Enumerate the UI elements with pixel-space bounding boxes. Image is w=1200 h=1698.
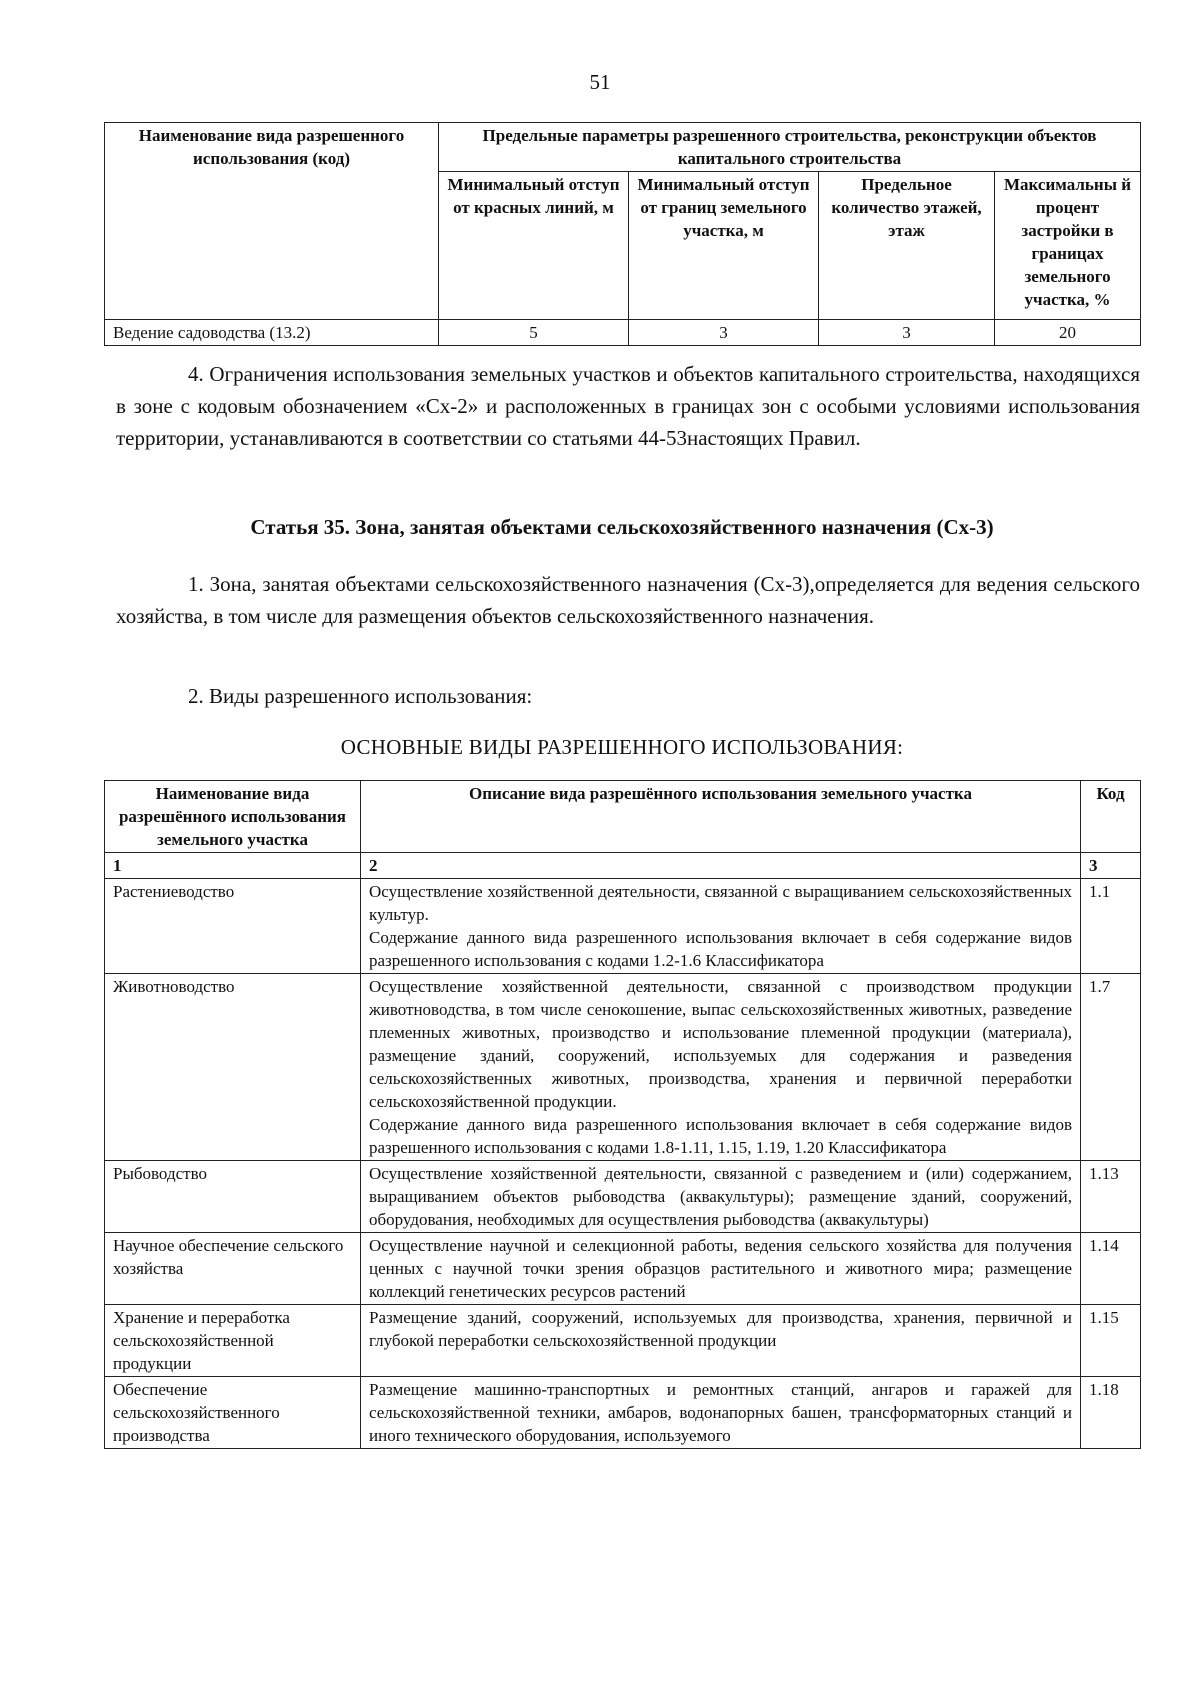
column-number-2: 2 xyxy=(361,853,1081,879)
main-uses-title: ОСНОВНЫЕ ВИДЫ РАЗРЕШЕННОГО ИСПОЛЬЗОВАНИЯ: xyxy=(340,735,904,759)
table-row xyxy=(105,879,1141,974)
page-number: 51 xyxy=(589,70,611,94)
table-number-row xyxy=(105,853,1141,879)
table-row xyxy=(105,1161,1141,1233)
use-description xyxy=(361,879,1081,974)
use-description-text: Осуществление хозяйственной деятельности, связанной с производством продукции животноводства, в том числе сенокошение, выпас сельскохозяйственных животных, разведение племенных животных, производство и использование племенной продукции (материала), размещение зданий, сооружений, используемых для содержания и разведения сельскохозяйственных животных, производства, хранения и первичной переработки сельскохозяйственной продукции. xyxy=(369,977,1072,1111)
table-row xyxy=(105,1377,1141,1449)
subheader-red-line-setback: Минимальный отступ от красных линий, м xyxy=(439,172,629,320)
permitted-uses-table xyxy=(104,780,1141,1449)
row-value-max-floors: 3 xyxy=(819,320,995,346)
use-name: Растениеводство xyxy=(105,879,361,974)
table-header-row xyxy=(105,123,1141,172)
use-code: 1.14 xyxy=(1081,1233,1141,1305)
table-row xyxy=(105,1305,1141,1377)
use-description: Осуществление научной и селекционной работы, ведения сельского хозяйства для получения ценных с научной точки зрения образцов растительного и животного мира; размещение коллекций генетических ресурсов растений xyxy=(361,1233,1081,1305)
table-row xyxy=(105,1233,1141,1305)
paragraph-zone-definition: 1. Зона, занятая объектами сельскохозяйственного назначения (Сх-3),определяется для ведения сельского хозяйства, в том числе для размещения объектов сельскохозяйственного назначения. xyxy=(116,572,1140,628)
paragraph-permitted-uses: 2. Виды разрешенного использования: xyxy=(188,684,533,708)
use-code: 1.15 xyxy=(1081,1305,1141,1377)
use-description: Осуществление хозяйственной деятельности, связанной с разведением и (или) содержанием, выращиванием объектов рыбоводства (аквакультуры); размещение зданий, сооружений, оборудования, необходимых для осуществления рыбоводства (аквакультуры) xyxy=(361,1161,1081,1233)
header-parameters-group: Предельные параметры разрешенного строительства, реконструкции объектов капитального строительства xyxy=(439,123,1141,172)
article-heading: Статья 35. Зона, занятая объектами сельскохозяйственного назначения (Сх-3) xyxy=(250,515,994,539)
use-description: Размещение зданий, сооружений, используемых для производства, хранения, первичной и глубокой переработки сельскохозяйственной продукции xyxy=(361,1305,1081,1377)
row-value-red-line-setback: 5 xyxy=(439,320,629,346)
paragraph-restrictions: 4. Ограничения использования земельных участков и объектов капитального строительства, находящихся в зоне с кодовым обозначением «Сх-2» и расположенных в границах зон с особыми условиями использования территории, устанавливаются в соответствии со статьями 44-53настоящих Правил. xyxy=(116,362,1140,450)
use-code: 1.1 xyxy=(1081,879,1141,974)
table-row xyxy=(105,974,1141,1161)
use-name: Хранение и переработка сельскохозяйственной продукции xyxy=(105,1305,361,1377)
table-header-row xyxy=(105,781,1141,853)
row-value-boundary-setback: 3 xyxy=(629,320,819,346)
subheader-max-floors: Предельное количество этажей, этаж xyxy=(819,172,995,320)
subheader-boundary-setback: Минимальный отступ от границ земельного участка, м xyxy=(629,172,819,320)
use-description: Размещение машинно-транспортных и ремонтных станций, ангаров и гаражей для сельскохозяйственной техники, амбаров, водонапорных башен, трансформаторных станций и иного технического оборудования, используемого xyxy=(361,1377,1081,1449)
use-code: 1.18 xyxy=(1081,1377,1141,1449)
use-name: Научное обеспечение сельского хозяйства xyxy=(105,1233,361,1305)
use-description-note: Содержание данного вида разрешенного использования включает в себя содержание видов разрешенного использования с кодами 1.2-1.6 Классификатора xyxy=(369,928,1072,970)
building-parameters-table xyxy=(104,122,1141,346)
column-number-3: 3 xyxy=(1081,853,1141,879)
header-use-description: Описание вида разрешённого использования земельного участка xyxy=(361,781,1081,853)
column-number-1: 1 xyxy=(105,853,361,879)
row-use-name: Ведение садоводства (13.2) xyxy=(105,320,439,346)
use-name: Обеспечение сельскохозяйственного производства xyxy=(105,1377,361,1449)
use-name: Животноводство xyxy=(105,974,361,1161)
table-row xyxy=(105,320,1141,346)
header-use-name: Наименование вида разрешённого использования земельного участка xyxy=(105,781,361,853)
use-description xyxy=(361,974,1081,1161)
use-description-text: Осуществление хозяйственной деятельности, связанной с выращиванием сельскохозяйственных культур. xyxy=(369,882,1072,924)
use-description-note: Содержание данного вида разрешенного использования включает в себя содержание видов разрешенного использования с кодами 1.8-1.11, 1.15, 1.19, 1.20 Классификатора xyxy=(369,1115,1072,1157)
row-value-max-coverage: 20 xyxy=(995,320,1141,346)
use-name: Рыбоводство xyxy=(105,1161,361,1233)
use-code: 1.7 xyxy=(1081,974,1141,1161)
header-use-code: Код xyxy=(1081,781,1141,853)
use-code: 1.13 xyxy=(1081,1161,1141,1233)
subheader-max-coverage: Максимальны й процент застройки в границах земельного участка, % xyxy=(995,172,1141,320)
header-use-name: Наименование вида разрешенного использования (код) xyxy=(105,123,439,320)
